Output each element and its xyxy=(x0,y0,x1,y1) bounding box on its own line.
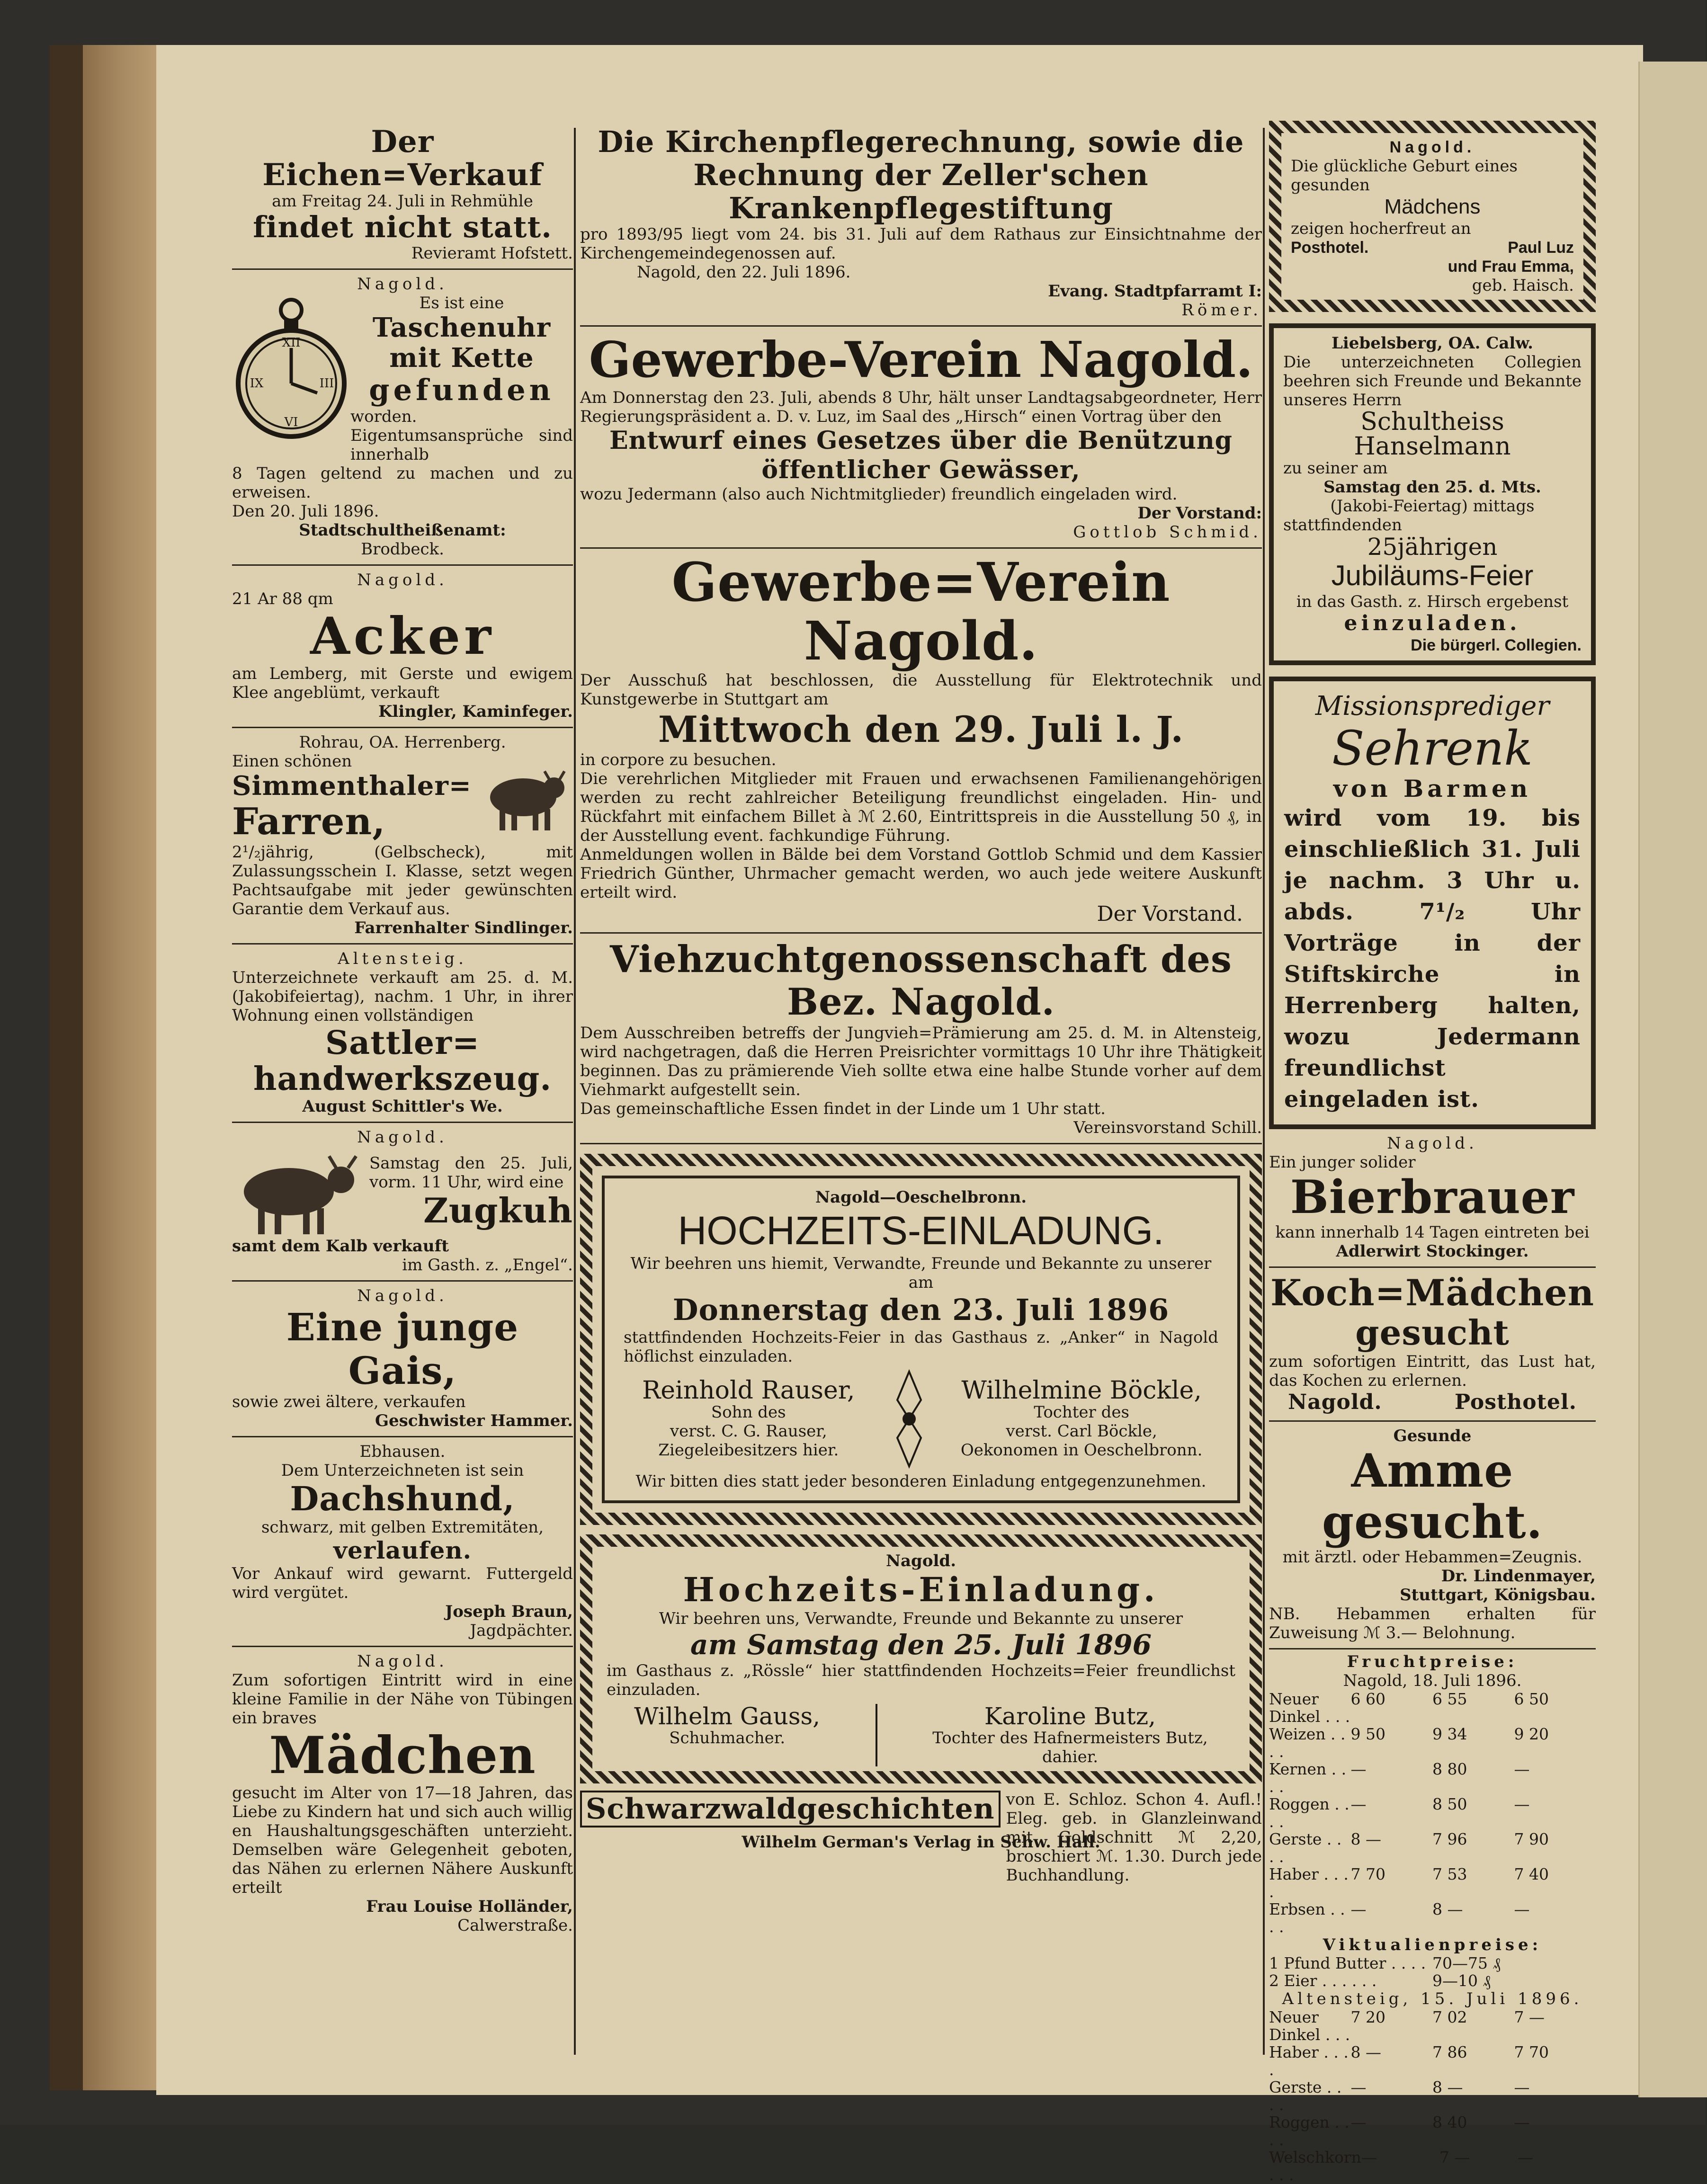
price-list xyxy=(1269,1649,1596,2184)
ad-bierbrauer xyxy=(1269,1129,1596,1268)
uhr-title-3: gefunden xyxy=(369,373,554,407)
geburt-sign-3: und Frau Emma, xyxy=(1448,258,1574,276)
kirchen-date: Nagold, den 22. Juli 1896. xyxy=(637,263,851,282)
column-1 xyxy=(232,121,573,1941)
price-cell: 8 — xyxy=(1350,1830,1381,1848)
dachshund-sign-2: Jagdpächter. xyxy=(470,1621,573,1640)
hochzeit1-title: HOCHZEITS-EINLADUNG. xyxy=(678,1208,1164,1253)
price-cell: Neuer Dinkel . . . xyxy=(1269,1690,1350,1726)
svg-text:III: III xyxy=(319,376,334,391)
price-cell: 7 70 xyxy=(1350,1865,1385,1883)
uhr-title-1: Taschenuhr xyxy=(372,312,551,343)
ad-hochzeit-gauss xyxy=(580,1534,1262,1783)
price-cell: Erbsen . . . . xyxy=(1269,1900,1345,1936)
eichen-line: am Freitag 24. Juli in Rehmühle xyxy=(272,192,533,211)
maedchen-body: Zum sofortigen Eintritt wird in eine kleine Familie in der Nähe von Tübingen ein braves xyxy=(232,1671,573,1728)
dachshund-status: verlaufen. xyxy=(333,1536,472,1564)
hochzeit1-groom-l2: verst. C. G. Rauser, xyxy=(670,1422,827,1441)
viehzucht-body: Dem Ausschreiben betreffs der Jungvieh=Prämierung am 25. d. M. in Altensteig, wird nachgetragen, daß die Herren Preisrichter vormittags 10 Uhr ihre Thätigkeit beginnen. Das zu prämierende Vieh sollte etwa eine halbe Stunde vorher auf dem Viehmarkt aufgestellt sein. xyxy=(580,1024,1262,1099)
hochzeit1-bride-l3: Oekonomen in Oeschelbronn. xyxy=(960,1441,1203,1460)
jubilaeum-body: Die unterzeichneten Collegien beehren sich Freunde und Bekannte unseres Herrn xyxy=(1283,353,1582,410)
eichen-sign: Revieramt Hofstett. xyxy=(411,244,573,263)
svg-text:VI: VI xyxy=(284,415,298,429)
ad-dachshund xyxy=(232,1437,573,1647)
price-cell: 7 40 xyxy=(1514,1865,1549,1883)
gewerbe1-title: Gewerbe-Verein Nagold. xyxy=(589,330,1253,389)
viehzucht-sign: Vereinsvorstand Schill. xyxy=(1073,1118,1262,1137)
farren-sign: Farrenhalter Sindlinger. xyxy=(354,918,573,937)
gewerbe2-sign: Der Vorstand. xyxy=(1097,902,1243,926)
price-cell: 7 86 xyxy=(1432,2043,1467,2061)
price-cell: 7 53 xyxy=(1432,1865,1467,1883)
gewerbe1-sign-1: Der Vorstand: xyxy=(1137,504,1262,523)
gewerbe1-body-2: wozu Jedermann (also auch Nichtmitglieder) freundlich eingeladen wird. xyxy=(580,485,1178,504)
acker-place: Nagold. xyxy=(357,571,448,589)
ad-koch-maedchen xyxy=(1269,1268,1596,1422)
price-table-altensteig xyxy=(1269,2008,1596,2184)
preise-title: Fruchtpreise: xyxy=(1347,1652,1518,1671)
price-cell: — xyxy=(1350,2113,1367,2131)
mission-body: wird vom 19. bis einschließlich 31. Juli je nachm. 3 Uhr u. abds. 7¹/₂ Uhr Vorträge in der Stiftskirche in Herrenberg halten, wozu Jedermann freundlichst eingeladen ist. xyxy=(1284,805,1581,1113)
next-page-edge xyxy=(1638,62,1707,2097)
hochzeit2-body: Wir beehren uns, Verwandte, Freunde und Bekannte zu unserer xyxy=(659,1609,1183,1628)
bull-icon xyxy=(478,759,573,835)
maedchen-body-2: gesucht im Alter von 17—18 Jahren, das Liebe zu Kindern hat und sich auch willig en Haushaltungsgeschäften unterzieht. Demselben wäre Gelegenheit geboten, das Nähen zu erlernen Nähere Auskunft erteilt xyxy=(232,1783,573,1897)
column-3 xyxy=(1269,121,1596,2184)
viehzucht-title: Viehzuchtgenossenschaft des Bez. Nagold. xyxy=(610,938,1232,1024)
uhr-date: Den 20. Juli 1896. xyxy=(232,502,379,521)
acker-sign: Klingler, Kaminfeger. xyxy=(378,702,573,721)
uhr-sign-2: Brodbeck. xyxy=(361,540,444,559)
hochzeit2-bride: Karoline Butz, xyxy=(984,1703,1156,1730)
bierbrauer-place: Nagold. xyxy=(1387,1134,1478,1153)
zugkuh-body: Samstag den 25. Juli, vorm. 11 Uhr, wird eine xyxy=(369,1154,573,1192)
ad-farren xyxy=(232,728,573,945)
price-cell: Haber . . . . xyxy=(1269,1865,1349,1901)
price-row xyxy=(1269,2078,1596,2113)
kirchen-sign-2: Römer. xyxy=(1181,301,1262,320)
gewerbe1-sign-2: Gottlob Schmid. xyxy=(1073,523,1262,542)
svg-text:XII: XII xyxy=(282,336,301,350)
schwarzwald-title: Schwarzwaldgeschichten xyxy=(580,1791,1001,1827)
farren-body: 2¹/₂jährig, (Gelbscheck), mit Zulassungsschein I. Klasse, setzt wegen Pachtsaufgabe mit jeder gewünschten Garantie dem Verkauf aus. xyxy=(232,843,573,918)
price-cell: 7 90 xyxy=(1514,1830,1549,1848)
sattler-place: Altensteig. xyxy=(338,949,467,968)
dachshund-body: schwarz, mit gelben Extremitäten, xyxy=(261,1518,544,1537)
ad-gais xyxy=(232,1282,573,1437)
jubilaeum-name: Schultheiss Hanselmann xyxy=(1354,408,1511,461)
gewerbe1-body: Am Donnerstag den 23. Juli, abends 8 Uhr, hält unser Landtagsabgeordneter, Herr Regierungspräsident a. D. v. Luz, im Saal des „Hirsch“ einen Vortrag über den xyxy=(580,388,1262,426)
price-row xyxy=(1269,1795,1596,1830)
hochzeit2-date: am Samstag den 25. Juli 1896 xyxy=(690,1629,1152,1661)
geburt-child: Mädchens xyxy=(1384,195,1481,218)
preise-place: Nagold, 18. Juli 1896. xyxy=(1343,1671,1522,1690)
eichen-title: Der Eichen=Verkauf xyxy=(262,124,543,193)
koch-sign-1: Nagold. xyxy=(1288,1390,1382,1414)
uhr-body-2: 8 Tagen geltend zu machen und zu erweisen. xyxy=(232,464,573,502)
preise-place-2: Altensteig, 15. Juli 1896. xyxy=(1282,1989,1583,2008)
gais-body: sowie zwei ältere, verkaufen xyxy=(232,1392,466,1411)
jubilaeum-date-2: (Jakobi-Feiertag) mittags xyxy=(1330,497,1535,516)
price-cell: 6 55 xyxy=(1432,1690,1467,1708)
amme-note: NB. Hebammen erhalten für Zuweisung ℳ 3.— Belohnung. xyxy=(1269,1605,1596,1642)
uhr-title-2: mit Kette xyxy=(389,342,534,374)
column-rule-2 xyxy=(1263,128,1265,2055)
ad-jubilaeum xyxy=(1269,323,1596,665)
sattler-title-2: handwerkszeug. xyxy=(253,1060,552,1098)
hochzeit1-bride-l1: Tochter des xyxy=(1034,1403,1129,1422)
bierbrauer-sign: Adlerwirt Stockinger. xyxy=(1336,1242,1529,1261)
price-cell: 7 — xyxy=(1514,2008,1545,2026)
jubilaeum-body-4: in das Gasth. z. Hirsch ergebenst xyxy=(1296,592,1569,611)
amme-body: mit ärztl. oder Hebammen=Zeugnis. xyxy=(1282,1548,1582,1567)
amme-title: Amme gesucht. xyxy=(1322,1444,1543,1549)
viktualien-row xyxy=(1269,1972,1596,1989)
ad-viehzucht xyxy=(580,934,1262,1144)
ad-eichen-verkauf xyxy=(232,121,573,270)
price-row xyxy=(1269,1760,1596,1795)
gais-place: Nagold. xyxy=(357,1286,448,1305)
hochzeit1-body: Wir beehren uns hiemit, Verwandte, Freunde und Bekannte zu unserer am xyxy=(630,1254,1212,1292)
farren-place: Rohrau, OA. Herrenberg. xyxy=(299,733,506,752)
hochzeit1-bride: Wilhelmine Böckle, xyxy=(961,1376,1202,1405)
uhr-intro: Es ist eine xyxy=(419,294,504,312)
hochzeit2-bride-l1: Tochter des Hafnermeisters Butz, xyxy=(932,1729,1208,1747)
gewerbe2-date: Mittwoch den 29. Juli l. J. xyxy=(658,708,1184,750)
ornament-icon xyxy=(895,1372,923,1466)
mission-title-1: Missionsprediger xyxy=(1315,691,1550,722)
spine-band xyxy=(50,45,83,2090)
kirchen-title-2: Rechnung der Zeller'schen Krankenpflegestiftung xyxy=(693,158,1149,225)
price-cell: — xyxy=(1350,1900,1367,1918)
hochzeit2-title: Hochzeits-Einladung. xyxy=(683,1570,1159,1609)
maedchen-title: Mädchen xyxy=(269,1726,536,1785)
mission-from: von Barmen xyxy=(1333,775,1532,802)
gewerbe1-topic: Entwurf eines Gesetzes über die Benützung öffentlicher Gewässer, xyxy=(609,426,1233,484)
ad-gewerbe-verein-2 xyxy=(580,549,1262,934)
ad-hochzeit-rauser xyxy=(580,1154,1262,1525)
kirchen-body: pro 1893/95 liegt vom 24. bis 31. Juli auf dem Rathaus zur Einsichtnahme der Kirchengemeindegenossen auf. xyxy=(580,225,1262,263)
price-cell: Weizen . . . . xyxy=(1269,1725,1346,1761)
price-cell: 7 96 xyxy=(1432,1830,1467,1848)
price-cell: — xyxy=(1514,1900,1530,1918)
ad-taschenuhr xyxy=(232,270,573,566)
koch-sign-2: Posthotel. xyxy=(1454,1390,1577,1414)
geburt-sign-4: geb. Haisch. xyxy=(1472,276,1574,295)
ad-amme xyxy=(1269,1422,1596,1649)
price-table-viktualien xyxy=(1269,1954,1596,1989)
eichen-status: findet nicht statt. xyxy=(253,210,552,244)
koch-title-1: Koch=Mädchen xyxy=(1270,1272,1594,1314)
amme-sign-2: Stuttgart, Königsbau. xyxy=(1400,1586,1596,1605)
geburt-sign-1: Posthotel. xyxy=(1291,239,1369,257)
column-rule-1 xyxy=(574,128,576,2055)
ad-acker xyxy=(232,566,573,728)
hochzeit1-date: Donnerstag den 23. Juli 1896 xyxy=(672,1293,1170,1327)
zugkuh-title: Zugkuh xyxy=(423,1190,573,1230)
gewerbe2-body: Der Ausschuß hat beschlossen, die Ausstellung für Elektrotechnik und Kunstgewerbe in Stuttgart am xyxy=(580,671,1262,709)
koch-title-2: gesucht xyxy=(1355,1312,1510,1353)
price-cell: 9 50 xyxy=(1350,1725,1385,1743)
price-cell: 6 50 xyxy=(1514,1690,1549,1708)
price-cell: — xyxy=(1514,2113,1530,2131)
farren-title-2: Farren, xyxy=(232,800,386,843)
pocket-watch-icon xyxy=(232,294,350,440)
dachshund-sign-1: Joseph Braun, xyxy=(445,1602,573,1621)
bierbrauer-intro: Ein junger solider xyxy=(1269,1153,1416,1172)
price-row xyxy=(1269,1830,1596,1865)
preise-vtitle: Viktualienpreise: xyxy=(1323,1935,1542,1954)
hochzeit1-body-2: stattfindenden Hochzeits-Feier in das Gasthaus z. „Anker“ in Nagold höflichst einzuladen. xyxy=(624,1328,1218,1366)
kirchen-sign-1: Evang. Stadtpfarramt I: xyxy=(1048,282,1262,301)
price-cell: 7 — xyxy=(1439,2148,1470,2166)
ad-kirchenpflege xyxy=(580,121,1262,327)
price-cell: Gerste . . . . xyxy=(1269,2078,1342,2114)
gais-sign: Geschwister Hammer. xyxy=(375,1411,573,1430)
hochzeit2-bride-l2: dahier. xyxy=(1042,1747,1099,1766)
jubilaeum-date: Samstag den 25. d. Mts. xyxy=(1323,478,1541,497)
acker-size: 21 Ar 88 qm xyxy=(232,589,333,608)
price-cell: 6 60 xyxy=(1350,1690,1385,1708)
viktualien-row xyxy=(1269,1954,1596,1972)
jubilaeum-invite: einzuladen. xyxy=(1344,611,1521,635)
koch-body: zum sofortigen Eintritt, das Lust hat, das Kochen zu erlernen. xyxy=(1269,1352,1596,1390)
price-cell: 8 — xyxy=(1350,2043,1381,2061)
amme-intro: Gesunde xyxy=(1393,1426,1472,1445)
price-cell: Kernen . . . . xyxy=(1269,1760,1347,1796)
hochzeit1-place: Nagold—Oeschelbronn. xyxy=(815,1188,1027,1207)
price-row xyxy=(1269,2148,1596,2184)
dachshund-body-2: Vor Ankauf wird gewarnt. Futtergeld wird vergütet. xyxy=(232,1564,573,1602)
price-cell: Roggen . . . . xyxy=(1269,1795,1350,1831)
hochzeit2-place: Nagold. xyxy=(885,1551,956,1570)
mission-title-2: Sehrenk xyxy=(1332,721,1533,776)
schwarzwald-body: von E. Schloz. Schon 4. Aufl.! Eleg. geb. in Glanzleinwand mit Goldschnitt ℳ 2,20, broschiert ℳ. 1.30. Durch jede Buchhandlung. xyxy=(1006,1790,1262,1885)
price-cell: — xyxy=(1514,1760,1530,1778)
price-cell: 9—10 ₰ xyxy=(1432,1971,1491,1990)
ad-zugkuh xyxy=(232,1123,573,1282)
hochzeit2-groom: Wilhelm Gauss, xyxy=(634,1703,821,1730)
price-cell: 7 70 xyxy=(1514,2043,1549,2061)
price-table-nagold xyxy=(1269,1690,1596,1935)
price-row xyxy=(1269,1690,1596,1725)
gewerbe2-body-2: in corpore zu besuchen. xyxy=(580,750,777,769)
price-cell: 9 34 xyxy=(1432,1725,1467,1743)
price-cell: 8 40 xyxy=(1432,2113,1467,2131)
price-cell: — xyxy=(1350,1760,1367,1778)
cow-icon xyxy=(232,1147,369,1237)
jubilaeum-body-2: zu seiner am xyxy=(1283,459,1388,478)
price-row xyxy=(1269,1725,1596,1760)
price-cell: Roggen . . . . xyxy=(1269,2113,1350,2149)
ad-gewerbe-verein-1 xyxy=(580,327,1262,549)
amme-sign-1: Dr. Lindenmayer, xyxy=(1441,1567,1596,1586)
viehzucht-body-2: Das gemeinschaftliche Essen findet in der Linde um 1 Uhr statt. xyxy=(580,1099,1106,1118)
price-cell: 8 80 xyxy=(1432,1760,1467,1778)
price-cell: 70—75 ₰ xyxy=(1432,1954,1501,1972)
hochzeit1-groom: Reinhold Rauser, xyxy=(642,1376,855,1405)
dachshund-place: Ebhausen. xyxy=(359,1442,446,1461)
bierbrauer-title: Bierbrauer xyxy=(1290,1170,1575,1224)
gewerbe2-body-4: Anmeldungen wollen in Bälde bei dem Vorstand Gottlob Schmid und dem Kassier Friedrich Günther, Uhrmacher gemacht werden, wo auch jede weitere Auskunft erteilt wird. xyxy=(580,845,1262,902)
ad-schwarzwaldgeschichten xyxy=(580,1790,1262,1885)
ad-sattler xyxy=(232,945,573,1123)
price-cell: 2 Eier . . . . . . xyxy=(1269,1971,1377,1990)
gais-title: Eine junge Gais, xyxy=(286,1305,519,1393)
farren-intro: Einen schönen xyxy=(232,752,352,771)
price-cell: — xyxy=(1514,1795,1530,1813)
price-cell: 1 Pfund Butter . . . . xyxy=(1269,1954,1426,1972)
price-cell: 8 50 xyxy=(1432,1795,1467,1813)
uhr-place: Nagold. xyxy=(357,275,448,294)
gewerbe2-title: Gewerbe=Verein Nagold. xyxy=(671,552,1171,672)
gewerbe2-body-3: Die verehrlichen Mitglieder mit Frauen und erwachsenen Familienangehörigen werden zu recht zahlreicher Beteiligung freundlichst eingeladen. Hin- und Rückfahrt mit einfachem Billet à ℳ 2.60, Eintrittspreis in die Ausstellung 50 ₰, in der Ausstellung event. fachkundige Führung. xyxy=(580,769,1262,845)
ad-maedchen xyxy=(232,1647,573,1941)
price-row xyxy=(1269,2113,1596,2148)
hochzeit1-groom-l1: Sohn des xyxy=(711,1403,786,1422)
geburt-body-2: zeigen hocherfreut an xyxy=(1291,219,1471,238)
dachshund-title: Dachshund, xyxy=(290,1479,515,1518)
hochzeit1-footer: Wir bitten dies statt jeder besonderen Einladung entgegenzunehmen. xyxy=(635,1472,1207,1491)
maedchen-sign-2: Calwerstraße. xyxy=(457,1916,573,1935)
maedchen-place: Nagold. xyxy=(357,1652,448,1671)
hochzeit1-groom-l3: Ziegeleibesitzers hier. xyxy=(658,1441,839,1460)
hochzeit2-groom-l1: Schuhmacher. xyxy=(669,1729,786,1747)
jubilaeum-sign: Die bürgerl. Collegien. xyxy=(1411,636,1582,654)
price-cell: 8 — xyxy=(1432,1900,1463,1918)
price-cell: 7 20 xyxy=(1350,2008,1385,2026)
sattler-body: Unterzeichnete verkauft am 25. d. M. (Jakobifeiertag), nachm. 1 Uhr, in ihrer Wohnung einen vollständigen xyxy=(232,968,573,1025)
jubilaeum-place: Liebelsberg, OA. Calw. xyxy=(1331,334,1534,353)
kirchen-title-1: Die Kirchenpflegerechnung, sowie die xyxy=(598,125,1244,159)
price-row xyxy=(1269,1865,1596,1900)
geburt-place: Nagold. xyxy=(1389,138,1475,156)
price-row xyxy=(1269,1900,1596,1935)
jubilaeum-title-2: Jubiläums-Feier xyxy=(1331,560,1534,591)
acker-body: am Lemberg, mit Gerste und ewigem Klee angeblümt, verkauft xyxy=(232,664,573,702)
price-cell: Welschkorn . . . xyxy=(1269,2148,1361,2184)
column-2 xyxy=(580,121,1262,1885)
price-cell: — xyxy=(1350,2078,1367,2096)
sattler-sign: August Schittler's We. xyxy=(302,1097,503,1116)
price-cell: — xyxy=(1517,2148,1533,2166)
uhr-body: worden. Eigentumsansprüche sind innerhalb xyxy=(350,407,573,464)
jubilaeum-body-3: stattfindenden xyxy=(1283,516,1402,535)
zugkuh-place: Nagold. xyxy=(357,1128,448,1147)
zugkuh-body-3: im Gasth. z. „Engel“. xyxy=(402,1256,573,1275)
price-row xyxy=(1269,2043,1596,2078)
schwarzwald-sign: Wilhelm German's Verlag in Schw. Hall. xyxy=(742,1833,1100,1852)
price-cell: Neuer Dinkel . . . xyxy=(1269,2008,1350,2044)
price-cell: 7 02 xyxy=(1432,2008,1467,2026)
geburt-body: Die glückliche Geburt eines gesunden xyxy=(1291,157,1518,195)
geburt-sign-2: Paul Luz xyxy=(1508,239,1574,257)
bierbrauer-body: kann innerhalb 14 Tagen eintreten bei xyxy=(1275,1223,1590,1242)
farren-title-1: Simmenthaler= xyxy=(232,770,472,802)
zugkuh-body-2: samt dem Kalb verkauft xyxy=(232,1237,449,1256)
jubilaeum-title-1: 25jährigen xyxy=(1367,533,1498,561)
acker-title: Acker xyxy=(310,606,495,666)
price-cell: Haber . . . . xyxy=(1269,2043,1349,2079)
ad-geburt xyxy=(1269,121,1596,312)
uhr-sign-1: Stadtschultheißenamt: xyxy=(299,521,506,540)
price-cell: 9 20 xyxy=(1514,1725,1549,1743)
price-cell: 8 — xyxy=(1432,2078,1463,2096)
price-cell: Gerste . . . . xyxy=(1269,1830,1342,1866)
hochzeit2-body-2: im Gasthaus z. „Rössle“ hier stattfindenden Hochzeits=Feier freundlichst einzuladen. xyxy=(607,1661,1235,1699)
ad-missionsprediger xyxy=(1269,677,1596,1129)
price-cell: — xyxy=(1350,1795,1367,1813)
hochzeit1-bride-l2: verst. Carl Böckle, xyxy=(1006,1422,1157,1441)
svg-text:IX: IX xyxy=(250,376,264,391)
price-cell: — xyxy=(1514,2078,1530,2096)
price-cell: — xyxy=(1361,2148,1377,2166)
maedchen-sign-1: Frau Louise Holländer, xyxy=(366,1897,573,1916)
price-row xyxy=(1269,2008,1596,2043)
sattler-title-1: Sattler= xyxy=(325,1024,480,1062)
dachshund-intro: Dem Unterzeichneten ist sein xyxy=(281,1461,524,1480)
